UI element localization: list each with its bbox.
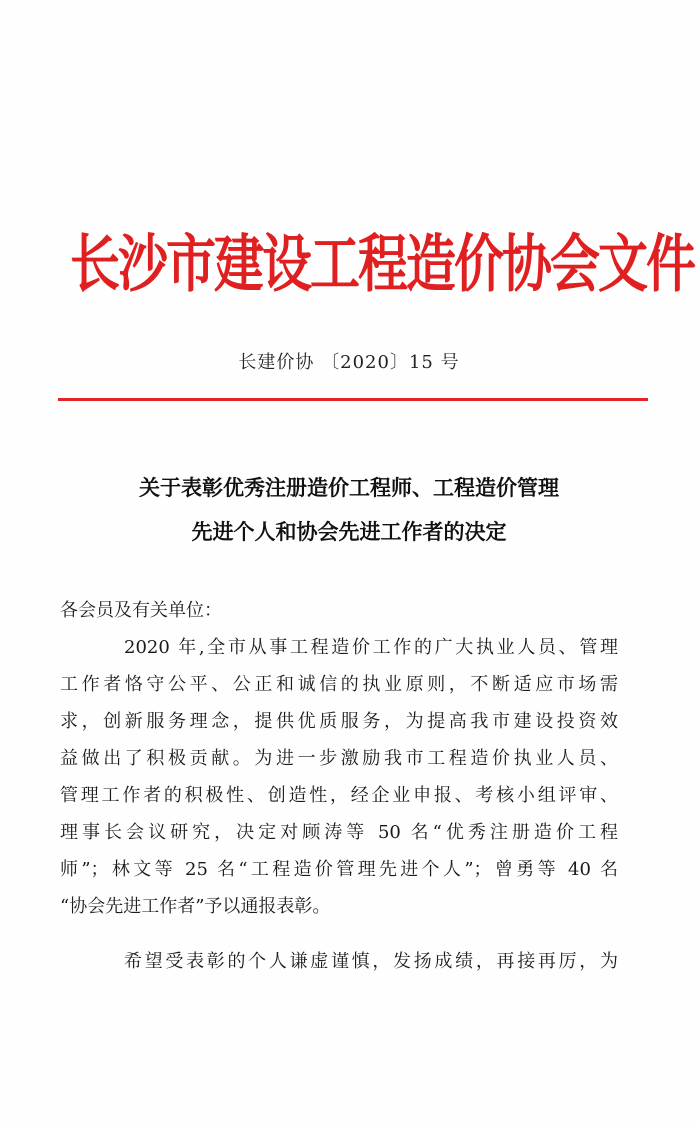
paragraph-gap [88, 925, 618, 943]
paragraph-2-line-1: 希望受表彰的个人谦虚谨慎，发扬成绩，再接再厉，为 [124, 951, 618, 972]
paragraph-1-line-3: 求，创新服务理念，提供优质服务，为提高我市建设投资效 [60, 711, 618, 732]
issuing-authority-title: 长沙市建设工程造价协会文件 [70, 226, 694, 301]
document-number: 长建价协 〔2020〕15 号 [238, 352, 460, 373]
paragraph-1-line-7: 师”；林文等 25 名“工程造价管理先进个人”；曾勇等 40 名 [60, 859, 618, 880]
red-divider-line [58, 398, 648, 401]
document-subject [60, 466, 638, 554]
paragraph-1-line-5: 管理工作者的积极性、创造性，经企业申报、考核小组评审、 [60, 785, 618, 806]
document-body [60, 592, 618, 980]
paragraph-1-line-1: 2020 年,全市从事工程造价工作的广大执业人员、管理 [124, 637, 618, 658]
salutation: 各会员及有关单位： [60, 600, 222, 621]
paragraph-1-line-8: “协会先进工作者”予以通报表彰。 [60, 896, 331, 917]
paragraph-1-line-4: 益做出了积极贡献。为进一步激励我市工程造价执业人员、 [60, 748, 618, 769]
paragraph-1-line-2: 工作者恪守公平、公正和诚信的执业原则，不断适应市场需 [60, 674, 618, 695]
subject-line-1: 关于表彰优秀注册造价工程师、工程造价管理 [139, 476, 559, 500]
subject-line-2: 先进个人和协会先进工作者的决定 [191, 520, 507, 544]
paragraph-1-line-6: 理事长会议研究，决定对顾涛等 50 名“优秀注册造价工程 [60, 822, 618, 843]
